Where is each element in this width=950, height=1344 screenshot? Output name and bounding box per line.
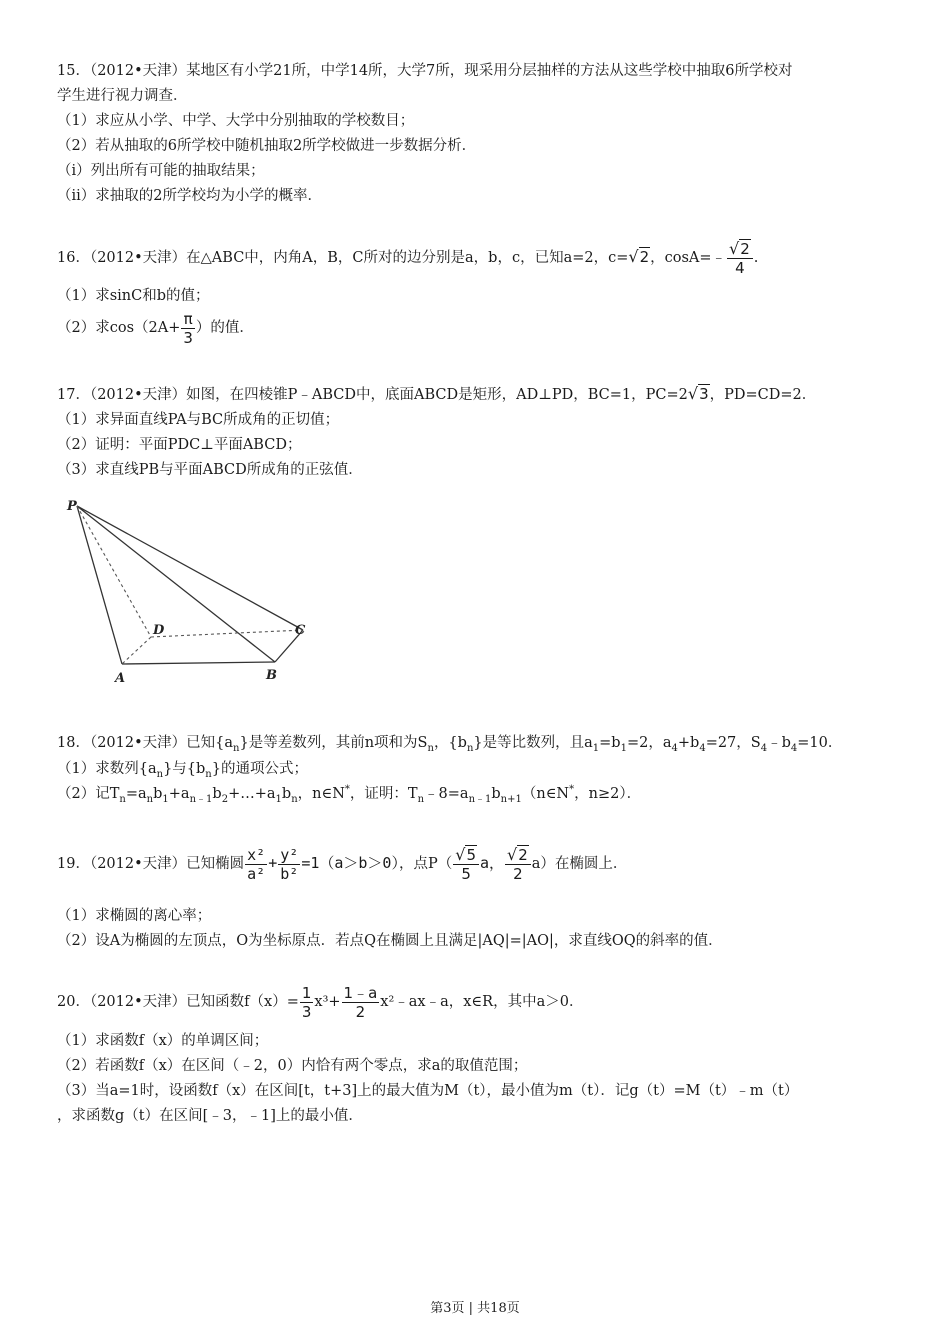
q16-head: 16．（2012•天津）在△ABC中，内角A，B，C所对的边分别是a，b，c，已知a=2，c=√2，cosA=﹣ $\frac{√2}{4}$ .: [57, 238, 759, 277]
q19-head: 19．（2012•天津）已知椭圆 $\frac{\text{x²}}{\text{a²}}$ + $\frac{\text{y²}}{\text{b²}}$ =1（a＞b＞0），点P（ $\frac{√5}{5}$ a， $\frac{√2}{2}$ a）在椭圆上．: [57, 844, 628, 883]
q20-part3-cont: ，求函数g（t）在区间[﹣3，﹣1]上的最小值．: [57, 1108, 363, 1124]
sqrt-symbol: √: [628, 247, 639, 266]
sqrt2-over-2: $\frac{√2}{2}$: [505, 846, 531, 883]
vertex-label-d: D: [153, 623, 165, 638]
q20-part2: （2）若函数f（x）在区间（﹣2，0）内恰有两个零点，求a的取值范围；: [57, 1058, 528, 1074]
q17-part2: （2）证明：平面PDC⊥平面ABCD；: [57, 437, 302, 453]
q15-head: 15．（2012•天津）某地区有小学21所，中学14所，大学7所，现采用分层抽样的方法从这些学校中抽取6所学校对: [57, 63, 793, 79]
x2-over-a2: $\frac{\text{x²}}{\text{a²}}$: [247, 845, 266, 883]
q16-part1: （1）求sinC和b的值；: [57, 288, 210, 304]
q19-part1: （1）求椭圆的离心率；: [57, 908, 212, 924]
page-footer: 第3页 | 共18页: [430, 1301, 520, 1316]
q17-part3: （3）求直线PB与平面ABCD所成角的正弦值．: [57, 462, 363, 478]
one-third: $\frac{1}{3}$: [301, 983, 312, 1021]
q18-part2: （2）记$T_n=a_nb_1+a_{n﹣1}b_2+\dots+a_1b_n$，n∈N*，证明：$T_n﹣8=a_{n﹣1}b_{n+1}(n\in N^*$，n≥2）．: [57, 784, 642, 805]
cos-fraction: $\frac{√2}{4}$: [727, 240, 753, 277]
q17-part1: （1）求异面直线PA与BC所成角的正切值；: [57, 412, 340, 428]
q15-part2: （2）若从抽取的6所学校中随机抽取2所学校做进一步数据分析．: [57, 138, 477, 154]
q15-part1: （1）求应从小学、中学、大学中分别抽取的学校数目；: [57, 113, 415, 129]
q19-part2: （2）设A为椭圆的左顶点，O为坐标原点．若点Q在椭圆上且满足|AQ|=|AO|，求直线OQ的斜率的值．: [57, 933, 723, 949]
y2-over-b2: $\frac{\text{y²}}{\text{b²}}$: [280, 845, 299, 883]
q15-part2-ii: （ⅱ）求抽取的2所学校均为小学的概率．: [57, 188, 322, 204]
pyramid-figure: [55, 492, 325, 688]
q15-cont: 学生进行视力调查．: [57, 88, 188, 104]
one-minus-a-over-2: $\frac{1﹣a}{2}$: [343, 983, 378, 1021]
q15-part2-i: （ⅰ）列出所有可能的抽取结果；: [57, 163, 265, 179]
vertex-label-b: B: [266, 668, 277, 683]
q20-part3: （3）当a=1时，设函数f（x）在区间[t，t+3]上的最大值为M（t），最小值为m（t）．记g（t）=M（t）﹣m（t）: [57, 1083, 799, 1099]
pi-over-3: $\frac{\pi}{3}$: [183, 309, 193, 347]
sqrt5-over-5: $\frac{√5}{5}$: [453, 846, 479, 883]
vertex-label-a: A: [115, 671, 126, 686]
q17-head: 17．（2012•天津）如图，在四棱锥P﹣ABCD中，底面ABCD是矩形，AD⊥PD，BC=1，PC=2√3，PD=CD=2．: [57, 384, 817, 403]
q20-part1: （1）求函数f（x）的单调区间；: [57, 1033, 269, 1049]
vertex-label-c: C: [295, 623, 306, 638]
q18-part1: （1）求数列$\{a_n\}$与$\{b_n\}$的通项公式；: [57, 761, 308, 780]
q20-head: 20．（2012•天津）已知函数f（x）= $\frac{1}{3}$ x³+ $\frac{1﹣a}{2}$ x²﹣ax﹣a，x∈R，其中a＞0．: [57, 983, 584, 1021]
q18-head: 18．（2012•天津）已知$\{a_n\}$是等差数列，其前n项和为$S_n$，$\{b_n\}$是等比数列，且$a_1=b_1=2$，$a_4+b_4=27$，$S_4﹣b_4=10$．: [57, 735, 843, 754]
vertex-label-p: P: [67, 499, 77, 514]
q16-part2: （2）求cos（2A+ $\frac{\pi}{3}$ ）的值．: [57, 309, 254, 347]
